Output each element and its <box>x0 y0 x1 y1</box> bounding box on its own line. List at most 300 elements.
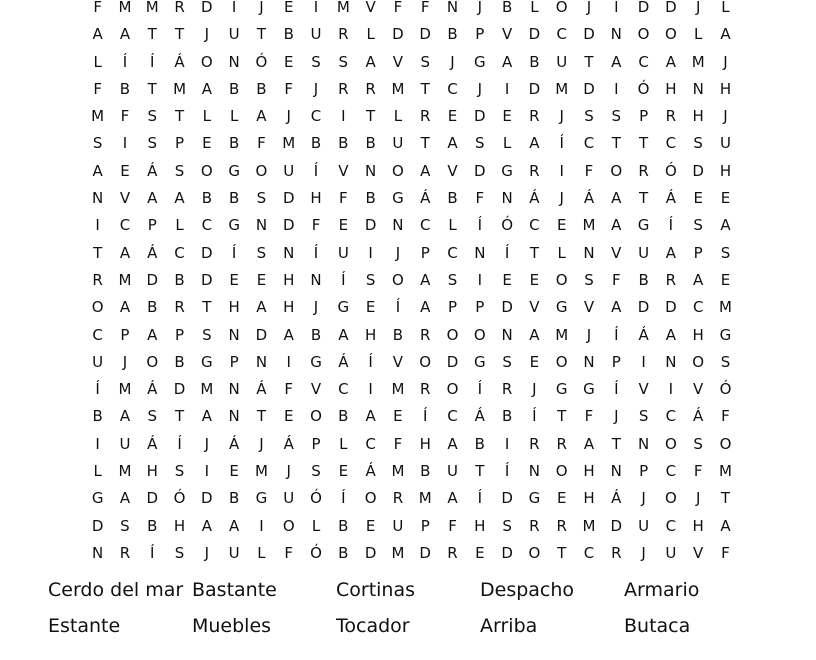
grid-letter: H <box>719 79 732 98</box>
grid-letter: A <box>501 52 513 71</box>
word-list-item: Bastante <box>192 579 277 601</box>
grid-letter: S <box>174 543 185 562</box>
grid-letter: Í <box>395 298 401 317</box>
grid-letter: I <box>341 107 346 126</box>
grid-letter: E <box>720 270 731 289</box>
grid-letter: M <box>200 380 214 399</box>
grid-letter: J <box>204 25 210 44</box>
grid-letter: A <box>665 243 677 262</box>
grid-letter: T <box>611 434 621 453</box>
grid-letter: B <box>392 325 404 344</box>
grid-letter: Í <box>341 270 346 289</box>
grid-letter: U <box>447 462 458 481</box>
grid-letter: F <box>311 216 321 235</box>
grid-letter: B <box>529 52 540 71</box>
grid-letter: L <box>93 462 102 481</box>
grid-letter: M <box>173 79 187 98</box>
grid-letter: U <box>283 489 295 508</box>
grid-row <box>84 349 734 376</box>
grid-letter: F <box>339 189 348 208</box>
grid-letter: D <box>419 543 431 562</box>
grid-letter: C <box>201 216 213 235</box>
grid-letter: G <box>310 352 322 371</box>
grid-letter: D <box>255 325 268 344</box>
grid-letter: J <box>559 107 564 126</box>
grid-letter: U <box>283 161 295 180</box>
grid-row <box>84 185 734 212</box>
grid-letter: N <box>228 380 240 399</box>
grid-letter: J <box>450 52 455 71</box>
grid-letter: Í <box>477 216 483 235</box>
grid-letter: R <box>119 543 131 562</box>
grid-letter: M <box>118 0 132 16</box>
grid-letter: M <box>118 380 132 399</box>
grid-letter: S <box>174 161 185 180</box>
grid-letter: H <box>474 516 486 535</box>
grid-row <box>84 403 734 430</box>
grid-letter: E <box>283 52 294 71</box>
grid-letter: Í <box>504 243 510 262</box>
grid-letter: D <box>692 161 704 180</box>
grid-letter: Í <box>477 380 483 399</box>
grid-letter: O <box>446 325 459 344</box>
grid-letter: C <box>665 516 677 535</box>
grid-letter: F <box>420 0 430 16</box>
grid-letter: A <box>92 25 103 44</box>
grid-letter: R <box>529 161 540 180</box>
grid-letter: V <box>392 352 404 371</box>
grid-letter: O <box>637 25 650 44</box>
grid-letter: S <box>720 352 731 371</box>
word-list-item: Arriba <box>480 615 538 637</box>
grid-letter: B <box>228 189 240 208</box>
grid-letter: N <box>228 52 240 71</box>
grid-letter: C <box>665 134 677 153</box>
grid-letter: F <box>721 407 730 426</box>
grid-letter: O <box>446 380 459 399</box>
grid-letter: T <box>174 25 185 44</box>
grid-letter: A <box>611 216 622 235</box>
grid-letter: B <box>447 25 458 44</box>
grid-letter: J <box>641 489 646 508</box>
grid-letter: B <box>638 270 649 289</box>
grid-letter: R <box>638 161 649 180</box>
grid-letter: A <box>147 325 158 344</box>
grid-letter: R <box>174 0 185 16</box>
grid-row <box>84 513 734 540</box>
grid-letter: A <box>720 25 731 44</box>
grid-letter: T <box>584 52 594 71</box>
grid-letter: C <box>310 107 322 126</box>
grid-letter: G <box>555 298 568 317</box>
grid-letter: I <box>477 270 483 289</box>
grid-letter: R <box>665 270 677 289</box>
grid-letter: M <box>555 325 569 344</box>
grid-letter: F <box>284 543 294 562</box>
grid-letter: O <box>692 352 705 371</box>
grid-letter: E <box>693 189 703 208</box>
grid-letter: T <box>420 134 430 153</box>
grid-letter: N <box>446 0 459 16</box>
grid-letter: L <box>557 243 566 262</box>
grid-letter: G <box>228 161 240 180</box>
grid-letter: G <box>91 489 104 508</box>
grid-letter: N <box>365 161 377 180</box>
grid-letter: Á <box>283 434 294 453</box>
grid-letter: E <box>120 161 130 180</box>
word-list-item: Tocador <box>336 615 410 637</box>
grid-letter: S <box>311 462 321 481</box>
grid-letter: J <box>204 434 210 453</box>
grid-letter: E <box>256 270 267 289</box>
grid-letter: A <box>720 216 731 235</box>
grid-letter: B <box>338 543 349 562</box>
grid-row <box>84 431 734 458</box>
grid-letter: B <box>92 407 103 426</box>
grid-letter: A <box>420 270 431 289</box>
grid-letter: U <box>638 516 650 535</box>
grid-letter: M <box>555 79 569 98</box>
grid-letter: I <box>614 79 619 98</box>
grid-letter: G <box>337 298 350 317</box>
grid-row <box>84 49 734 76</box>
grid-letter: A <box>283 325 294 344</box>
grid-letter: D <box>665 298 677 317</box>
grid-letter: B <box>420 462 431 481</box>
grid-letter: I <box>614 0 619 16</box>
grid-letter: A <box>665 325 677 344</box>
grid-letter: H <box>228 298 240 317</box>
grid-letter: V <box>611 243 622 262</box>
grid-letter: L <box>530 0 539 16</box>
grid-letter: O <box>200 52 213 71</box>
grid-letter: S <box>311 52 321 71</box>
grid-letter: J <box>313 79 319 98</box>
grid-letter: B <box>228 134 240 153</box>
grid-letter: B <box>119 79 131 98</box>
grid-letter: J <box>286 107 291 126</box>
grid-letter: P <box>475 25 485 44</box>
word-list-item: Despacho <box>480 579 575 601</box>
grid-letter: F <box>448 516 457 535</box>
grid-letter: A <box>693 270 704 289</box>
grid-letter: R <box>365 79 376 98</box>
grid-letter: C <box>665 407 677 426</box>
grid-letter: N <box>610 25 622 44</box>
grid-letter: S <box>147 134 157 153</box>
grid-letter: P <box>611 352 621 371</box>
grid-letter: T <box>174 107 185 126</box>
grid-letter: Á <box>638 325 649 344</box>
grid-letter: Í <box>614 325 619 344</box>
grid-letter: A <box>420 161 431 180</box>
grid-letter: P <box>639 462 649 481</box>
grid-letter: C <box>665 462 677 481</box>
grid-letter: H <box>583 489 595 508</box>
grid-letter: P <box>175 325 185 344</box>
grid-letter: T <box>529 243 539 262</box>
grid-letter: O <box>282 516 295 535</box>
grid-letter: U <box>719 134 731 153</box>
grid-letter: G <box>392 189 404 208</box>
grid-letter: T <box>557 407 567 426</box>
grid-letter: S <box>420 52 430 71</box>
grid-letter: P <box>175 134 185 153</box>
grid-letter: A <box>119 407 131 426</box>
grid-letter: A <box>119 243 131 262</box>
grid-letter: N <box>474 243 486 262</box>
grid-letter: L <box>257 543 266 562</box>
grid-letter: S <box>475 134 485 153</box>
grid-letter: J <box>259 434 264 453</box>
grid-letter: I <box>504 79 510 98</box>
grid-letter: G <box>473 52 486 71</box>
grid-letter: I <box>668 380 674 399</box>
grid-letter: H <box>583 462 595 481</box>
grid-letter: H <box>692 325 704 344</box>
grid-letter: B <box>365 189 376 208</box>
grid-letter: T <box>720 489 731 508</box>
grid-row <box>84 212 734 239</box>
grid-letter: I <box>95 434 100 453</box>
grid-letter: N <box>228 325 240 344</box>
grid-letter: B <box>338 516 349 535</box>
grid-letter: U <box>638 243 650 262</box>
grid-letter: I <box>559 161 564 180</box>
grid-letter: A <box>119 25 131 44</box>
grid-letter: B <box>201 189 212 208</box>
grid-letter: N <box>692 79 704 98</box>
grid-letter: B <box>310 134 322 153</box>
grid-letter: R <box>665 107 677 126</box>
grid-letter: Á <box>147 380 158 399</box>
grid-letter: C <box>692 298 704 317</box>
grid-letter: E <box>556 216 567 235</box>
grid-row <box>84 21 734 48</box>
grid-letter: F <box>393 0 403 16</box>
grid-letter: G <box>555 380 568 399</box>
grid-letter: A <box>119 489 131 508</box>
grid-letter: A <box>420 298 431 317</box>
grid-letter: E <box>229 462 239 481</box>
grid-letter: L <box>229 107 239 126</box>
grid-letter: R <box>92 270 103 289</box>
grid-letter: F <box>611 270 621 289</box>
grid-letter: D <box>419 25 431 44</box>
grid-letter: B <box>147 298 158 317</box>
grid-letter: D <box>146 489 159 508</box>
grid-letter: A <box>147 189 158 208</box>
grid-letter: O <box>664 25 677 44</box>
grid-letter: D <box>528 79 541 98</box>
grid-letter: B <box>365 134 376 153</box>
grid-letter: D <box>282 216 295 235</box>
grid-letter: P <box>229 352 239 371</box>
grid-letter: A <box>447 134 458 153</box>
grid-letter: Á <box>147 434 158 453</box>
grid-letter: O <box>364 489 377 508</box>
grid-letter: Í <box>177 434 182 453</box>
grid-letter: Í <box>422 407 428 426</box>
grid-letter: S <box>365 270 376 289</box>
grid-letter: B <box>338 134 349 153</box>
grid-letter: D <box>201 489 213 508</box>
grid-letter: M <box>418 489 432 508</box>
grid-letter: L <box>448 216 457 235</box>
grid-letter: O <box>610 161 623 180</box>
grid-row <box>84 76 734 103</box>
grid-letter: D <box>583 79 595 98</box>
grid-letter: G <box>528 489 541 508</box>
grid-letter: T <box>147 25 157 44</box>
grid-letter: J <box>641 543 646 562</box>
grid-letter: R <box>338 79 349 98</box>
grid-letter: H <box>310 189 322 208</box>
grid-row <box>84 458 734 485</box>
grid-letter: H <box>719 161 732 180</box>
grid-letter: J <box>723 107 728 126</box>
grid-letter: C <box>583 543 595 562</box>
grid-letter: E <box>502 107 512 126</box>
grid-letter: A <box>201 516 212 535</box>
grid-letter: D <box>201 0 213 16</box>
grid-letter: M <box>691 52 705 71</box>
grid-letter: J <box>614 407 619 426</box>
grid-letter: H <box>146 462 158 481</box>
grid-letter: O <box>664 489 677 508</box>
grid-letter: A <box>174 189 185 208</box>
grid-letter: A <box>611 52 622 71</box>
grid-letter: N <box>92 543 104 562</box>
grid-letter: D <box>146 270 159 289</box>
grid-letter: B <box>283 25 294 44</box>
grid-letter: U <box>228 25 240 44</box>
grid-letter: N <box>501 189 513 208</box>
grid-letter: A <box>201 407 212 426</box>
grid-letter: E <box>283 407 294 426</box>
grid-letter: V <box>447 161 458 180</box>
grid-letter: V <box>338 161 349 180</box>
grid-letter: C <box>638 52 649 71</box>
grid-letter: D <box>282 189 295 208</box>
grid-letter: L <box>311 516 321 535</box>
grid-letter: U <box>119 434 131 453</box>
grid-letter: A <box>119 298 131 317</box>
grid-letter: S <box>693 134 703 153</box>
grid-letter: E <box>338 216 349 235</box>
grid-letter: L <box>502 134 512 153</box>
grid-letter: M <box>282 134 296 153</box>
grid-letter: N <box>665 352 677 371</box>
grid-letter: Á <box>338 352 349 371</box>
grid-letter: C <box>447 243 458 262</box>
grid-letter: A <box>229 516 240 535</box>
grid-letter: Ó <box>664 161 677 180</box>
grid-letter: O <box>473 325 486 344</box>
grid-row <box>84 130 734 157</box>
grid-letter: R <box>419 107 431 126</box>
grid-letter: L <box>93 52 102 71</box>
grid-letter: H <box>173 516 186 535</box>
grid-letter: P <box>639 107 649 126</box>
grid-letter: A <box>92 161 103 180</box>
grid-letter: C <box>447 407 458 426</box>
grid-letter: C <box>447 79 458 98</box>
grid-letter: P <box>420 243 430 262</box>
grid-letter: F <box>584 407 594 426</box>
grid-letter: U <box>228 543 240 562</box>
grid-letter: E <box>475 543 485 562</box>
grid-letter: O <box>555 270 568 289</box>
grid-letter: A <box>365 52 376 71</box>
grid-letter: V <box>529 298 540 317</box>
grid-letter: R <box>556 516 567 535</box>
grid-letter: S <box>338 52 349 71</box>
grid-letter: S <box>502 352 512 371</box>
grid-letter: J <box>723 52 728 71</box>
grid-letter: O <box>419 352 432 371</box>
grid-letter: J <box>286 462 291 481</box>
grid-letter: L <box>339 434 348 453</box>
grid-letter: N <box>610 462 622 481</box>
grid-letter: C <box>338 380 349 399</box>
grid-letter: T <box>93 243 103 262</box>
grid-letter: C <box>583 134 595 153</box>
grid-letter: M <box>391 79 405 98</box>
grid-letter: B <box>174 270 185 289</box>
grid-letter: G <box>201 352 213 371</box>
grid-letter: D <box>474 107 486 126</box>
grid-letter: H <box>283 298 295 317</box>
grid-letter: U <box>310 25 322 44</box>
grid-letter: T <box>557 543 567 562</box>
grid-letter: E <box>529 270 540 289</box>
grid-letter: N <box>283 243 295 262</box>
word-list-item: Butaca <box>624 615 691 637</box>
grid-letter: C <box>174 243 185 262</box>
grid-letter: T <box>366 107 376 126</box>
grid-letter: B <box>338 407 349 426</box>
grid-letter: G <box>255 489 268 508</box>
grid-letter: Ó <box>255 52 268 71</box>
grid-letter: D <box>201 270 213 289</box>
grid-letter: D <box>173 380 186 399</box>
grid-letter: B <box>174 352 185 371</box>
grid-letter: Í <box>504 462 510 481</box>
grid-letter: A <box>720 516 731 535</box>
grid-row <box>84 158 734 185</box>
grid-letter: N <box>392 216 404 235</box>
grid-letter: R <box>556 434 567 453</box>
grid-letter: Í <box>231 243 237 262</box>
grid-letter: D <box>501 489 513 508</box>
grid-letter: Ó <box>173 489 186 508</box>
grid-letter: Á <box>174 52 185 71</box>
grid-row <box>84 267 734 294</box>
grid-letter: H <box>665 79 677 98</box>
grid-letter: F <box>120 107 130 126</box>
grid-letter: Í <box>532 407 537 426</box>
grid-letter: R <box>338 25 349 44</box>
grid-letter: T <box>611 134 621 153</box>
grid-letter: Á <box>583 189 595 208</box>
grid-letter: S <box>693 216 703 235</box>
grid-letter: N <box>92 189 104 208</box>
grid-letter: I <box>286 352 291 371</box>
grid-letter: U <box>92 352 104 371</box>
grid-letter: B <box>310 325 322 344</box>
grid-row <box>84 540 734 567</box>
